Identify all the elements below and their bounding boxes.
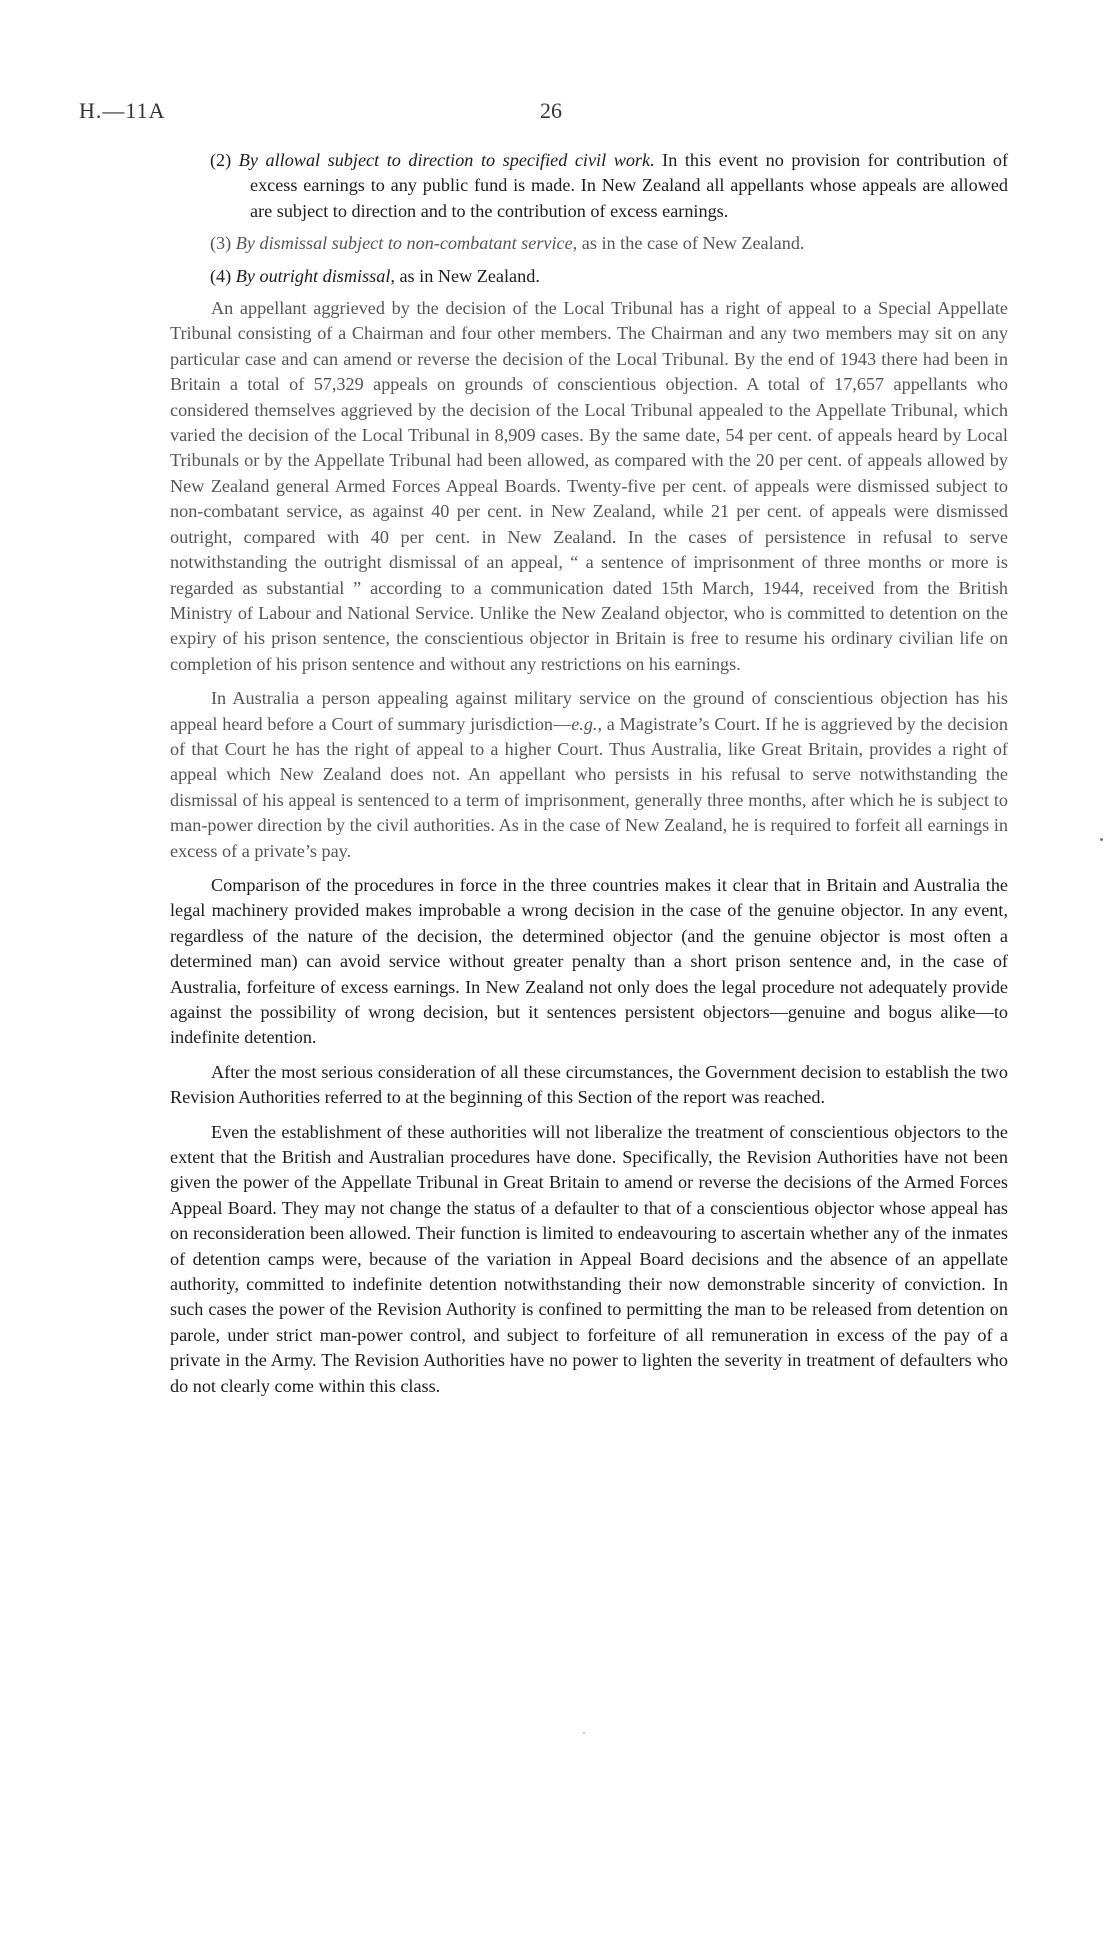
page-number: 26 [540, 98, 562, 123]
list-item-lead: By outright dismissal, [235, 265, 395, 286]
list-item-2 [170, 148, 1008, 224]
paragraph-text: , a Magistrate’s Court. If he is aggrieved by the decision of that Court he has the right of appeal to a higher Court. Thus Australia, like Great Britain, provides a right of appeal which New Zealand does not. An appellant who persists in his refusal to serve notwithstanding the dismissal of his appeal is sentenced to a term of imprisonment, generally three months, after which he is subject to man-power direction by the civil authorities. As in the case of New Zealand, he is required to forfeit all earnings in excess of a private’s pay. [170, 713, 1008, 861]
list-item-text: as in the case of New Zealand. [577, 233, 805, 254]
list-item-3 [170, 231, 1008, 256]
document-reference: H.—11A [79, 98, 166, 123]
paragraph-appellate-tribunal: An appellant aggrieved by the decision of the Local Tribunal has a right of appeal to a Special Appellate Tribunal consisting of a Chairman and four other members. The Chairman and any two members may sit on any particular case and can amend or reverse the decision of the Local Tribunal. By the end of 1943 there had been in Britain a total of 57,329 appeals on grounds of conscientious objection. A total of 17,657 appellants who considered themselves aggrieved by the decision of the Local Tribunal appealed to the Appellate Tribunal, which varied the decision of the Local Tribunal in 8,909 cases. By the same date, 54 per cent. of appeals heard by Local Tribunals or by the Appellate Tribunal had been allowed, as compared with the 20 per cent. of appeals allowed by New Zealand general Armed Forces Appeal Boards. Twenty-five per cent. of appeals were dismissed subject to non-combatant service, as against 40 per cent. in New Zealand, while 21 per cent. of appeals were dismissed outright, compared with 40 per cent. in New Zealand. In the cases of persistence in refusal to serve notwithstanding the outright dismissal of an appeal, “ a sentence of imprisonment of three months or more is regarded as substantial ” according to a communication dated 15th March, 1944, received from the British Ministry of Labour and National Service. Unlike the New Zealand objector, who is committed to detention on the expiry of his prison sentence, the conscientious objector in Britain is free to resume his ordinary civilian life on completion of his prison sentence and without any restrictions on his earnings. [170, 298, 1008, 674]
list-item-lead: By dismissal subject to non-combatant service, [235, 233, 578, 254]
paragraph-australia [170, 686, 1008, 864]
scan-speck [583, 1732, 585, 1734]
list-item-number: (2) [210, 150, 232, 170]
abbreviation-eg: e.g. [571, 713, 598, 734]
list-item-lead: By allowal subject to direction to specified civil work. [238, 150, 655, 170]
body-text [170, 148, 1008, 1408]
page-header [0, 98, 1114, 128]
list-item-number: (3) [210, 233, 232, 254]
paragraph-comparison: Comparison of the procedures in force in the three countries makes it clear that in Britain and Australia the legal machinery provided makes improbable a wrong decision in the case of the genuine objector. In any event, regardless of the nature of the decision, the determined objector (and the genuine objector is most often a determined man) can avoid service without greater penalty than a short prison sentence and, in the case of Australia, forfeiture of excess earnings. In New Zealand not only does the legal procedure not adequately provide against the possibility of wrong decision, but it sentences persistent objectors—genuine and bogus alike—to indefinite detention. [170, 874, 1008, 1048]
list-item-text: In this event no provision for contribution of excess earnings to any public fund is made. In New Zealand all appellants whose appeals are allowed are subject to direction and to the contribution of excess earnings. [250, 150, 1009, 221]
list-item-number: (4) [210, 265, 232, 286]
list-item-text: as in New Zealand. [394, 265, 540, 286]
paragraph-government-decision: After the most serious consideration of all these circumstances, the Government decision to establish the two Revision Authorities referred to at the beginning of this Section of the report was reached. [170, 1061, 1008, 1108]
paragraph-revision-authorities: Even the establishment of these authorities will not liberalize the treatment of conscientious objectors to the extent that the British and Australian procedures have done. Specifically, the Revision Authorities have not been given the power of the Appellate Tribunal in Great Britain to amend or reverse the decisions of the Armed Forces Appeal Board. They may not change the status of a defaulter to that of a conscientious objector whose appeal has on reconsideration been allowed. Their function is limited to endeavouring to ascertain whether any of the inmates of detention camps were, because of the variation in Appeal Board decisions and the absence of an appellate authority, committed to indefinite detention notwithstanding their now demonstrable sincerity of conviction. In such cases the power of the Revision Authority is confined to permitting the man to be released from detention on parole, under strict man-power control, and subject to forfeiture of all remuneration in excess of the pay of a private in the Army. The Revision Authorities have no power to lighten the severity in treatment of defaulters who do not clearly come within this class. [170, 1121, 1008, 1396]
paragraph-text: In Australia a person appealing against military service on the ground of conscientious objection has his appeal heard before a Court of summary jurisdiction— [170, 688, 1008, 734]
list-item-4 [170, 264, 1008, 289]
margin-mark [1100, 838, 1103, 841]
